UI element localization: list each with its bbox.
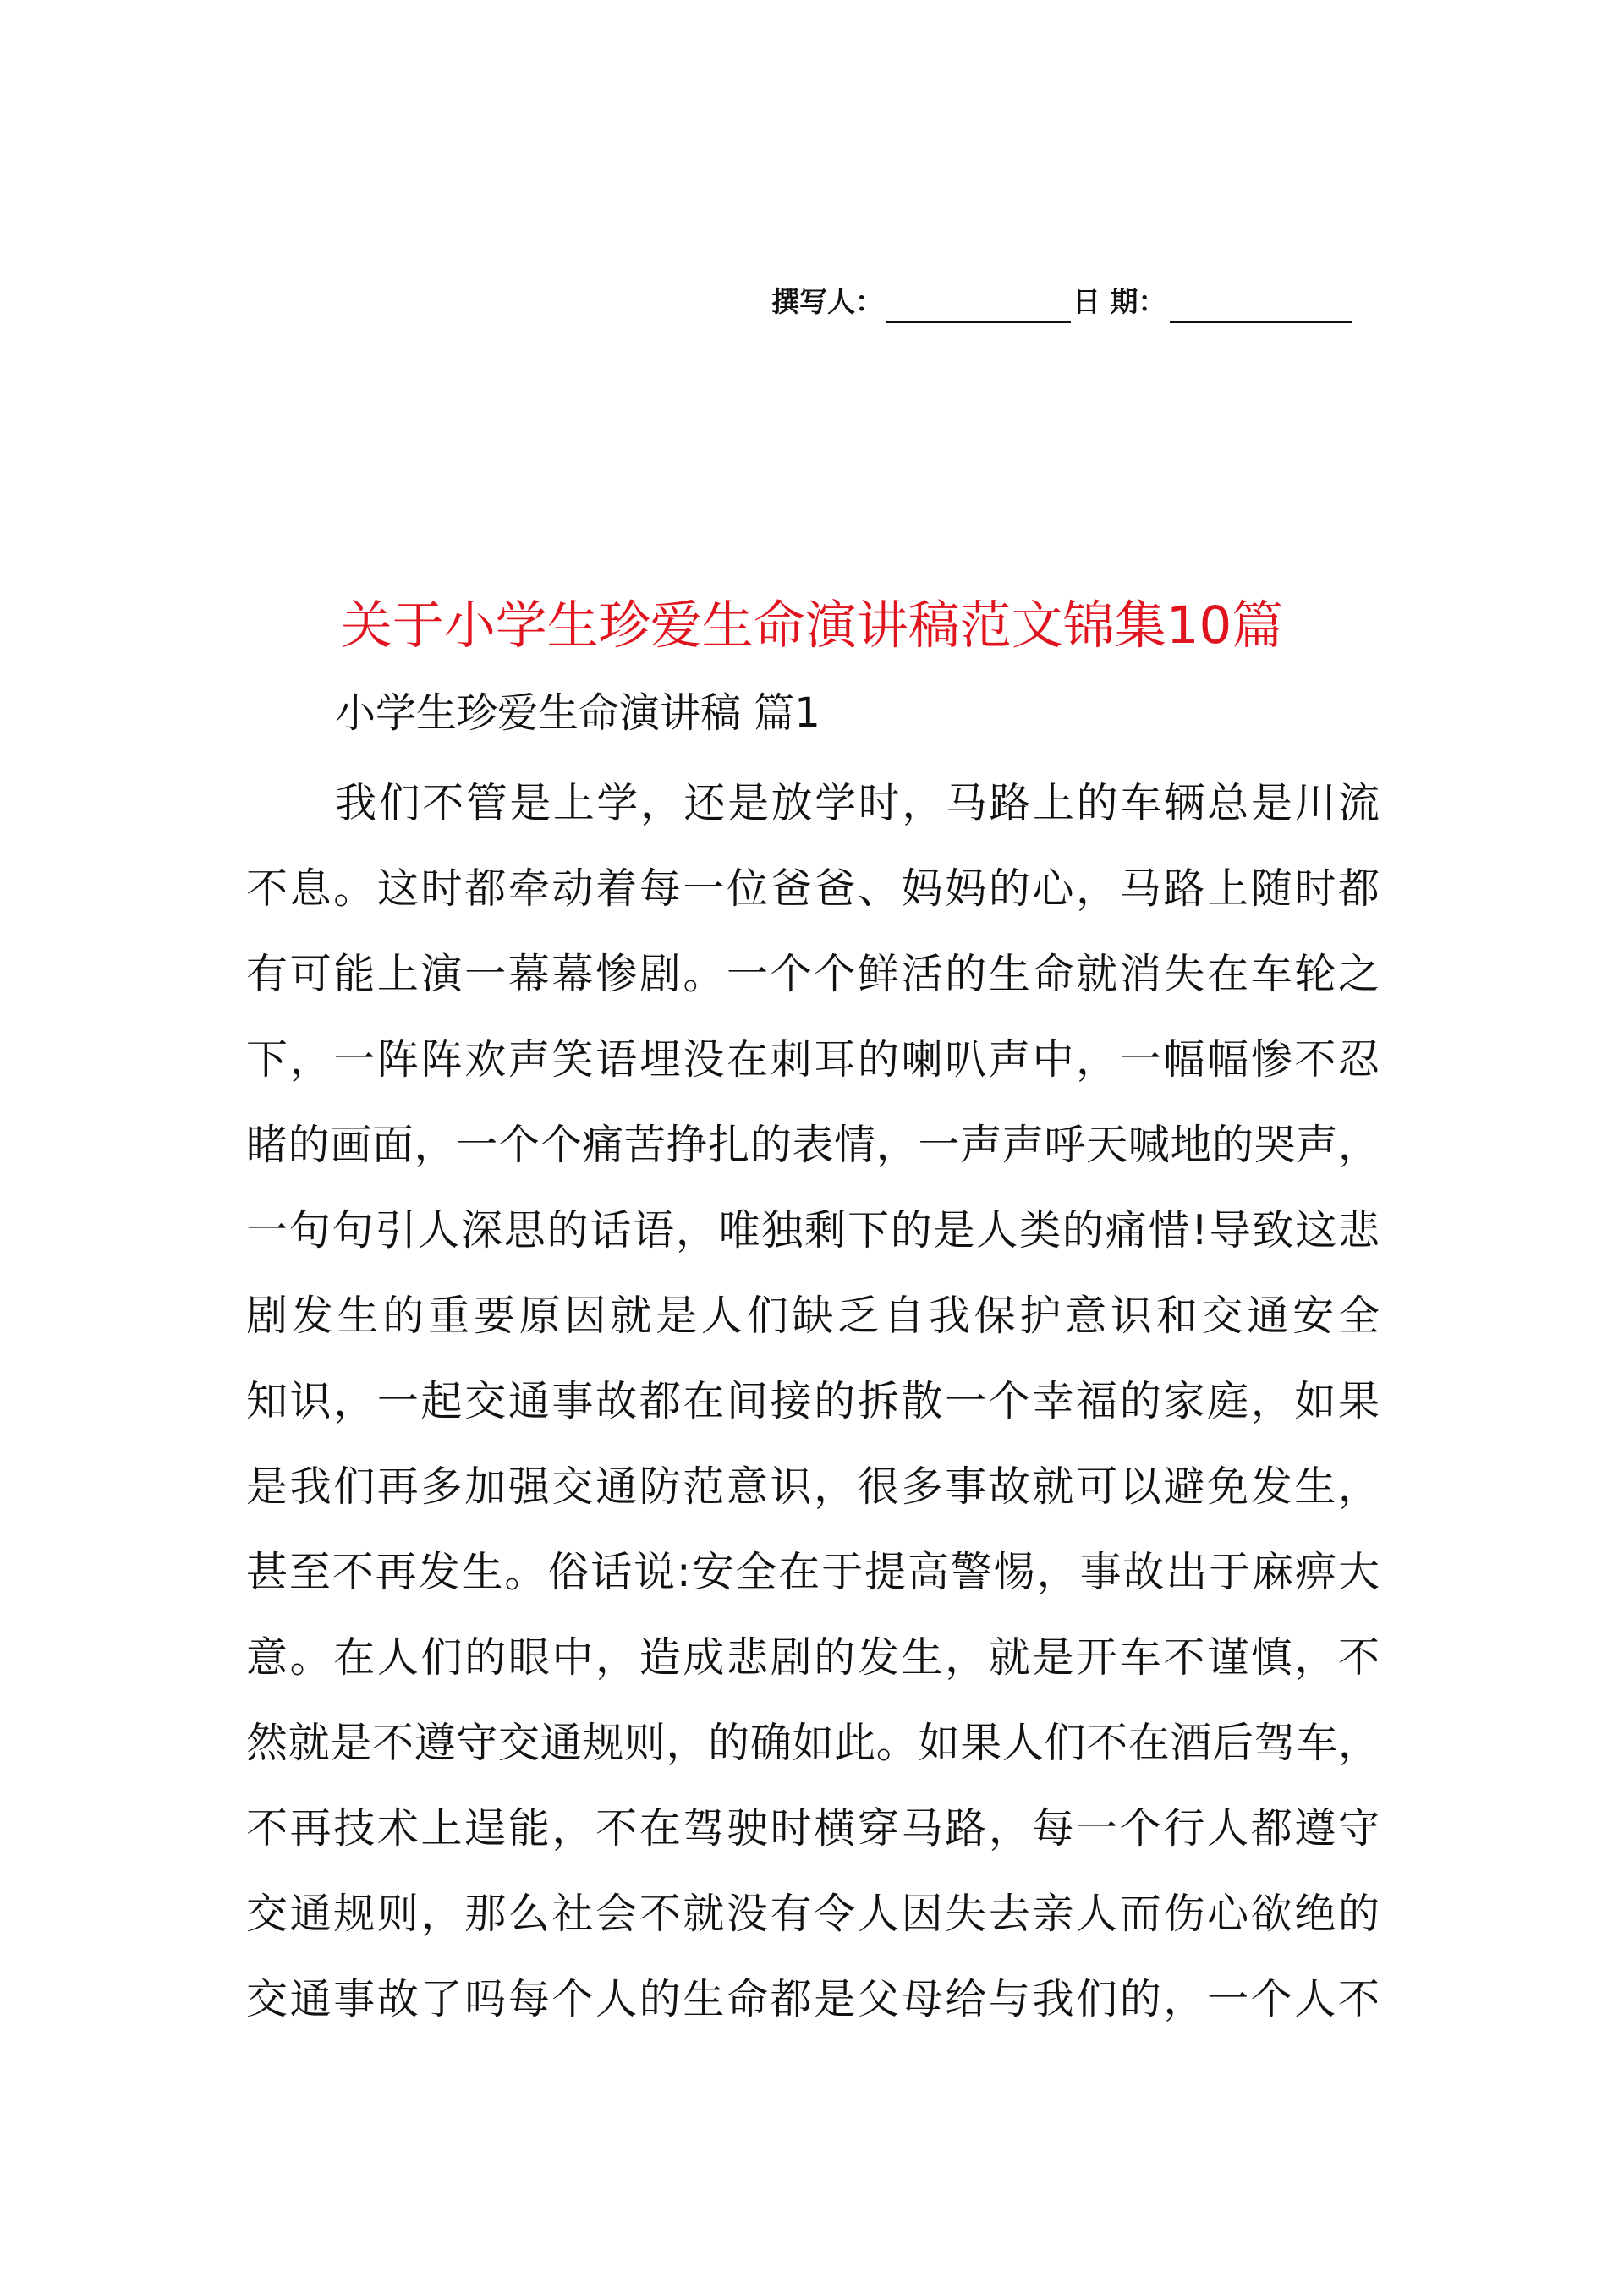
section-heading: 小学生珍爱生命演讲稿 篇1	[335, 689, 820, 737]
body-line: 是我们再多加强交通防范意识，很多事故就可以避免发生，	[246, 1463, 1380, 1511]
body-line: 意。在人们的眼中，造成悲剧的发生，就是开车不谨慎，不	[246, 1633, 1380, 1682]
date-label: 日 期：	[1073, 285, 1166, 318]
author-blank	[886, 288, 1071, 323]
date-blank	[1170, 288, 1352, 323]
body-line: 知识，一起交通事故都在间接的拆散一个幸福的家庭，如果	[246, 1377, 1380, 1425]
body-line: 不再技术上逞能，不在驾驶时横穿马路，每一个行人都遵守	[246, 1804, 1380, 1852]
body-line: 交通规则，那么社会不就没有令人因失去亲人而伤心欲绝的	[246, 1890, 1380, 1938]
body-line: 不息。这时都牵动着每一位爸爸、妈妈的心，马路上随时都	[246, 864, 1380, 913]
body-line: 甚至不再发生。俗话说:安全在于提高警惕，事故出于麻痹大	[246, 1548, 1380, 1596]
body-line: 睹的画面，一个个痛苦挣扎的表情，一声声呼天喊地的哭声，	[246, 1121, 1380, 1169]
author-label: 撰写人：	[771, 285, 883, 318]
body-line: 一句句引人深思的话语，唯独剩下的是人类的痛惜!导致这悲	[246, 1206, 1380, 1254]
body-line: 剧发生的重要原因就是人们缺乏自我保护意识和交通安全	[246, 1292, 1380, 1340]
body-line: 下，一阵阵欢声笑语埋没在刺耳的喇叭声中，一幅幅惨不忍	[246, 1035, 1380, 1084]
author-date-line	[771, 281, 1352, 323]
body-line: 交通事故了吗每个人的生命都是父母给与我们的，一个人不	[246, 1975, 1380, 2023]
body-line: 我们不管是上学，还是放学时，马路上的车辆总是川流	[335, 779, 1380, 827]
document-title: 关于小学生珍爱生命演讲稿范文锦集10篇	[340, 595, 1284, 656]
body-line: 有可能上演一幕幕惨剧。一个个鲜活的生命就消失在车轮之	[246, 950, 1380, 998]
body-paragraph	[246, 767, 1380, 2049]
body-line: 然就是不遵守交通规则，的确如此。如果人们不在酒后驾车，	[246, 1719, 1380, 1767]
